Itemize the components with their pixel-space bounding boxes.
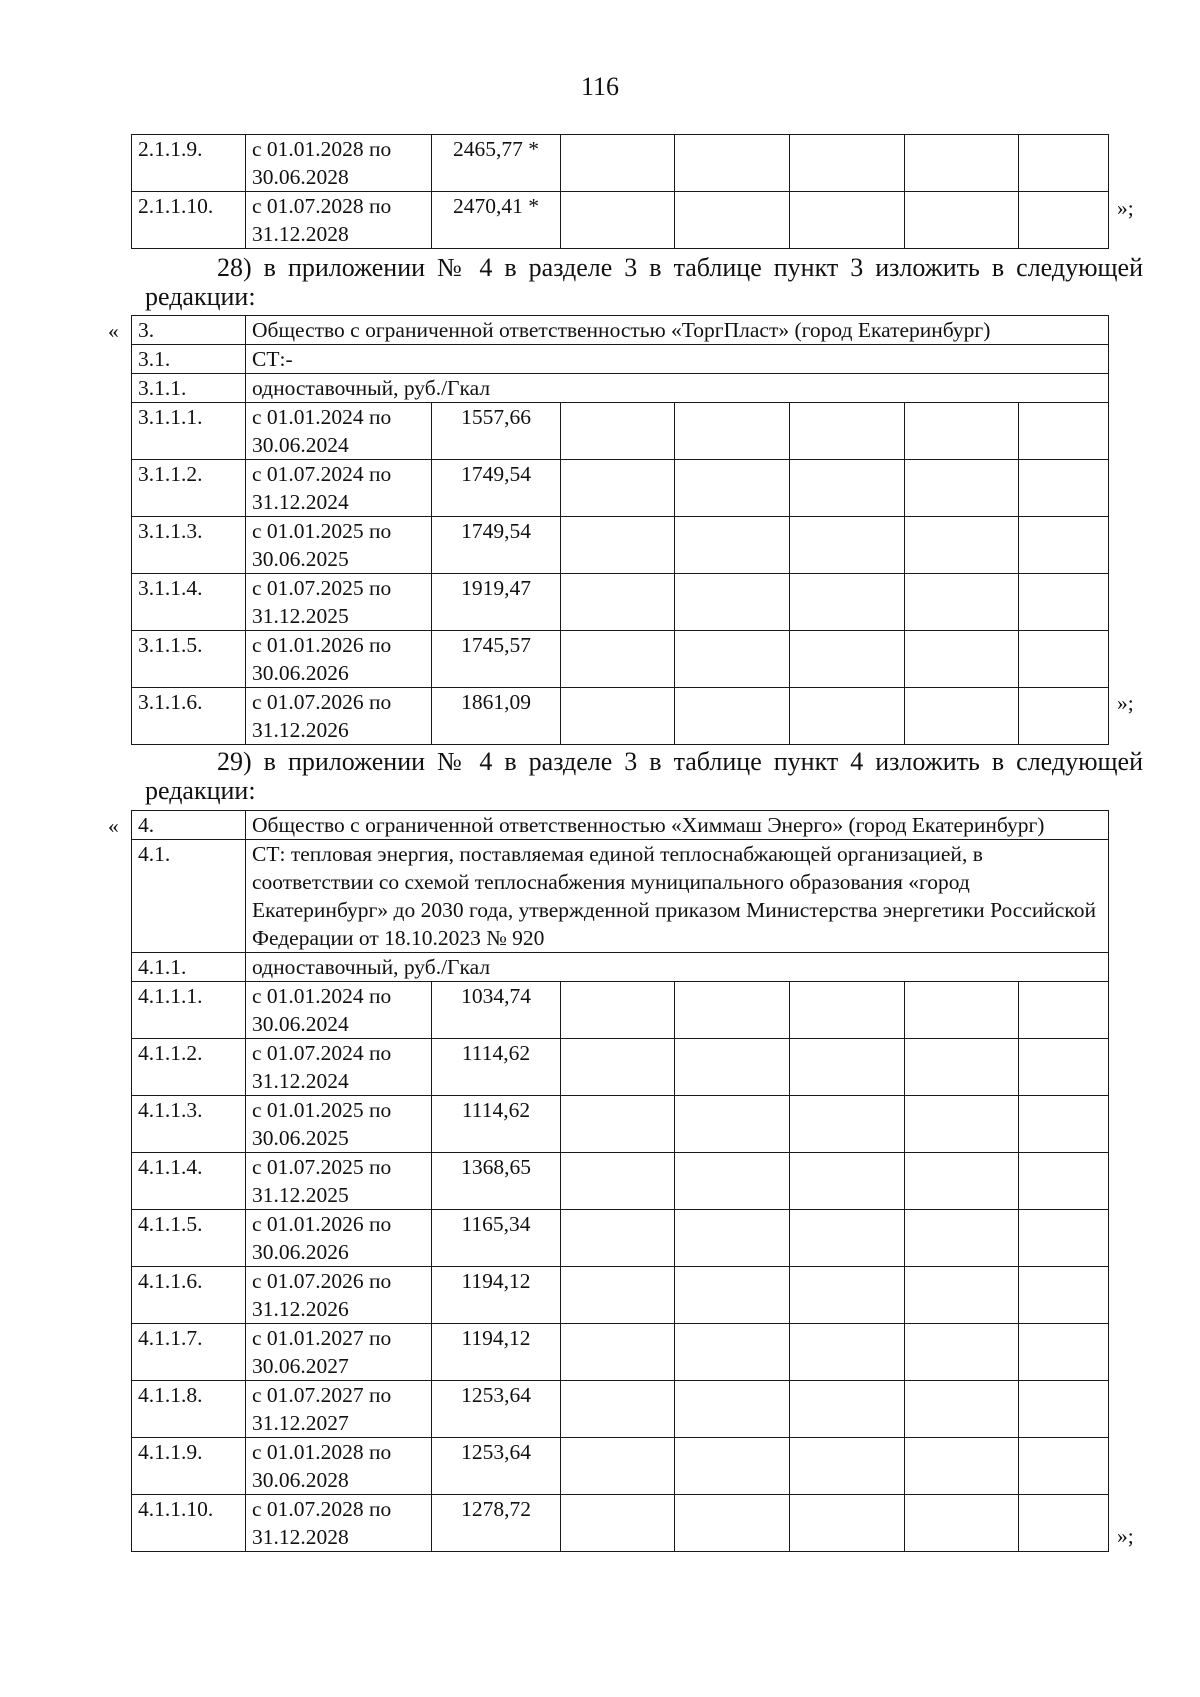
empty-cell: [905, 1210, 1019, 1267]
row-number: 2.1.1.10.: [132, 192, 246, 249]
empty-cell: [1019, 1210, 1109, 1267]
empty-cell: [905, 192, 1019, 249]
row-period: с 01.07.2024 по 31.12.2024: [246, 460, 432, 517]
row-value: 1165,34: [432, 1210, 561, 1267]
empty-cell: [561, 192, 675, 249]
empty-cell: [675, 1267, 790, 1324]
table-row: [132, 403, 1109, 460]
row-value: 1278,72: [432, 1495, 561, 1552]
empty-cell: [1019, 403, 1109, 460]
row-value: 1749,54: [432, 517, 561, 574]
table-row: [132, 1438, 1109, 1495]
paragraph-28-line1: 28) в приложении № 4 в разделе 3 в таблице пункт 3 изложить в следующей: [217, 253, 1143, 282]
empty-cell: [675, 1381, 790, 1438]
empty-cell: [675, 403, 790, 460]
row-period: с 01.01.2027 по 30.06.2027: [246, 1324, 432, 1381]
empty-cell: [905, 688, 1019, 745]
row-number: 3.1.1.3.: [132, 517, 246, 574]
tariff-type-row: [132, 953, 1109, 982]
st-number: 4.1.: [132, 840, 246, 953]
empty-cell: [675, 1495, 790, 1552]
row-value: 1034,74: [432, 982, 561, 1039]
row-period: с 01.07.2028 по 31.12.2028: [246, 192, 432, 249]
table-row: [132, 135, 1109, 192]
row-period: с 01.01.2028 по 30.06.2028: [246, 1438, 432, 1495]
empty-cell: [905, 1096, 1019, 1153]
row-number: 4.1.1.4.: [132, 1153, 246, 1210]
paragraph-29: [145, 747, 1143, 805]
row-period: с 01.01.2026 по 30.06.2026: [246, 631, 432, 688]
row-period: с 01.07.2026 по 31.12.2026: [246, 1267, 432, 1324]
row-value: 2470,41 *: [432, 192, 561, 249]
empty-cell: [1019, 982, 1109, 1039]
table-row: [132, 1210, 1109, 1267]
empty-cell: [561, 1039, 675, 1096]
row-value: 1194,12: [432, 1267, 561, 1324]
empty-cell: [675, 982, 790, 1039]
empty-cell: [905, 1324, 1019, 1381]
empty-cell: [561, 1381, 675, 1438]
empty-cell: [790, 1096, 905, 1153]
empty-cell: [561, 1267, 675, 1324]
empty-cell: [1019, 1324, 1109, 1381]
empty-cell: [561, 1096, 675, 1153]
empty-cell: [1019, 1495, 1109, 1552]
table-row: [132, 1324, 1109, 1381]
empty-cell: [675, 1153, 790, 1210]
row-number: 3.1.1.4.: [132, 574, 246, 631]
row-period: с 01.07.2028 по 31.12.2028: [246, 1495, 432, 1552]
empty-cell: [561, 1210, 675, 1267]
org-number: 3.: [132, 316, 246, 345]
empty-cell: [1019, 688, 1109, 745]
tariff-number: 3.1.1.: [132, 374, 246, 403]
empty-cell: [675, 1096, 790, 1153]
empty-cell: [561, 1438, 675, 1495]
empty-cell: [561, 1495, 675, 1552]
row-value: 1557,66: [432, 403, 561, 460]
empty-cell: [790, 1324, 905, 1381]
org-row: [132, 316, 1109, 345]
st-text: СТ:-: [246, 345, 1109, 374]
empty-cell: [790, 1210, 905, 1267]
tariff-table-himmash: [131, 810, 1109, 1552]
row-number: 3.1.1.6.: [132, 688, 246, 745]
empty-cell: [1019, 1153, 1109, 1210]
empty-cell: [790, 1267, 905, 1324]
empty-cell: [675, 1039, 790, 1096]
closing-quote-3: »;: [1117, 1524, 1134, 1548]
empty-cell: [675, 574, 790, 631]
empty-cell: [1019, 135, 1109, 192]
paragraph-28-line2: редакции:: [145, 282, 256, 311]
row-value: 1368,65: [432, 1153, 561, 1210]
org-name: Общество с ограниченной ответственностью «ТоргПласт» (город Екатеринбург): [246, 316, 1109, 345]
row-period: с 01.01.2025 по 30.06.2025: [246, 1096, 432, 1153]
row-period: с 01.07.2025 по 31.12.2025: [246, 1153, 432, 1210]
closing-quote-2: »;: [1117, 691, 1134, 715]
empty-cell: [675, 688, 790, 745]
row-period: с 01.01.2025 по 30.06.2025: [246, 517, 432, 574]
row-period: с 01.01.2028 по 30.06.2028: [246, 135, 432, 192]
table-row: [132, 1495, 1109, 1552]
empty-cell: [1019, 517, 1109, 574]
row-period: с 01.07.2024 по 31.12.2024: [246, 1039, 432, 1096]
empty-cell: [905, 1381, 1019, 1438]
empty-cell: [905, 517, 1019, 574]
page-number: 116: [580, 72, 620, 101]
paragraph-29-line1: 29) в приложении № 4 в разделе 3 в таблице пункт 4 изложить в следующей: [217, 747, 1143, 776]
paragraph-29-line2: редакции:: [145, 776, 256, 805]
table-row: [132, 982, 1109, 1039]
empty-cell: [790, 192, 905, 249]
empty-cell: [790, 574, 905, 631]
org-number: 4.: [132, 811, 246, 840]
empty-cell: [905, 1039, 1019, 1096]
row-period: с 01.01.2024 по 30.06.2024: [246, 982, 432, 1039]
table-row: [132, 574, 1109, 631]
empty-cell: [561, 1153, 675, 1210]
empty-cell: [675, 1210, 790, 1267]
empty-cell: [561, 403, 675, 460]
empty-cell: [905, 403, 1019, 460]
empty-cell: [675, 135, 790, 192]
empty-cell: [675, 1438, 790, 1495]
st-row: [132, 345, 1109, 374]
row-value: 1114,62: [432, 1096, 561, 1153]
empty-cell: [561, 688, 675, 745]
empty-cell: [905, 1495, 1019, 1552]
row-value: 1749,54: [432, 460, 561, 517]
row-number: 4.1.1.9.: [132, 1438, 246, 1495]
table-row: [132, 1039, 1109, 1096]
empty-cell: [790, 517, 905, 574]
row-value: 1194,12: [432, 1324, 561, 1381]
empty-cell: [561, 460, 675, 517]
table-row: [132, 688, 1109, 745]
table-row: [132, 1267, 1109, 1324]
empty-cell: [675, 631, 790, 688]
empty-cell: [675, 192, 790, 249]
opening-quote-3: «: [108, 814, 119, 838]
row-number: 4.1.1.5.: [132, 1210, 246, 1267]
row-number: 4.1.1.1.: [132, 982, 246, 1039]
empty-cell: [1019, 1096, 1109, 1153]
empty-cell: [561, 517, 675, 574]
empty-cell: [905, 1267, 1019, 1324]
empty-cell: [790, 460, 905, 517]
row-period: с 01.01.2026 по 30.06.2026: [246, 1210, 432, 1267]
row-number: 4.1.1.3.: [132, 1096, 246, 1153]
table-row: [132, 1153, 1109, 1210]
table-row: [132, 517, 1109, 574]
empty-cell: [561, 982, 675, 1039]
row-number: 4.1.1.6.: [132, 1267, 246, 1324]
row-period: с 01.01.2024 по 30.06.2024: [246, 403, 432, 460]
empty-cell: [790, 688, 905, 745]
empty-cell: [675, 517, 790, 574]
row-number: 3.1.1.2.: [132, 460, 246, 517]
table-row: [132, 192, 1109, 249]
st-row: [132, 840, 1109, 953]
empty-cell: [790, 1495, 905, 1552]
tariff-type-row: [132, 374, 1109, 403]
row-number: 4.1.1.7.: [132, 1324, 246, 1381]
closing-quote-1: »;: [1117, 196, 1134, 220]
empty-cell: [561, 135, 675, 192]
opening-quote-2: «: [108, 319, 119, 343]
empty-cell: [1019, 460, 1109, 517]
row-value: 1253,64: [432, 1438, 561, 1495]
tariff-type: одноставочный, руб./Гкал: [246, 953, 1109, 982]
org-row: [132, 811, 1109, 840]
row-number: 4.1.1.2.: [132, 1039, 246, 1096]
empty-cell: [1019, 631, 1109, 688]
table-row: [132, 1381, 1109, 1438]
paragraph-28: [145, 253, 1143, 311]
st-number: 3.1.: [132, 345, 246, 374]
row-period: с 01.07.2025 по 31.12.2025: [246, 574, 432, 631]
row-value: 1861,09: [432, 688, 561, 745]
empty-cell: [905, 460, 1019, 517]
empty-cell: [790, 1438, 905, 1495]
empty-cell: [790, 1039, 905, 1096]
st-text: СТ: тепловая энергия, поставляемая единой теплоснабжающей организацией, в соответствии со схемой теплоснабжения муниципального образования «город Екатеринбург» до 2030 года, утвержденной приказом Министерства энергетики Российской Федерации от 18.10.2023 № 920: [246, 840, 1109, 953]
row-number: 4.1.1.10.: [132, 1495, 246, 1552]
table-row: [132, 1096, 1109, 1153]
empty-cell: [1019, 574, 1109, 631]
row-value: 2465,77 *: [432, 135, 561, 192]
empty-cell: [675, 1324, 790, 1381]
empty-cell: [790, 403, 905, 460]
empty-cell: [905, 135, 1019, 192]
empty-cell: [790, 631, 905, 688]
tariff-type: одноставочный, руб./Гкал: [246, 374, 1109, 403]
tariff-number: 4.1.1.: [132, 953, 246, 982]
empty-cell: [1019, 1381, 1109, 1438]
row-number: 4.1.1.8.: [132, 1381, 246, 1438]
empty-cell: [790, 1381, 905, 1438]
empty-cell: [790, 1153, 905, 1210]
empty-cell: [905, 631, 1019, 688]
empty-cell: [1019, 1438, 1109, 1495]
row-period: с 01.07.2027 по 31.12.2027: [246, 1381, 432, 1438]
row-value: 1253,64: [432, 1381, 561, 1438]
empty-cell: [905, 1153, 1019, 1210]
org-name: Общество с ограниченной ответственностью «Химмаш Энерго» (город Екатеринбург): [246, 811, 1109, 840]
empty-cell: [905, 1438, 1019, 1495]
row-value: 1745,57: [432, 631, 561, 688]
tariff-table-continuation: [131, 134, 1109, 249]
row-period: с 01.07.2026 по 31.12.2026: [246, 688, 432, 745]
empty-cell: [1019, 1039, 1109, 1096]
empty-cell: [1019, 1267, 1109, 1324]
row-number: 3.1.1.1.: [132, 403, 246, 460]
empty-cell: [561, 631, 675, 688]
empty-cell: [905, 982, 1019, 1039]
empty-cell: [561, 1324, 675, 1381]
row-number: 3.1.1.5.: [132, 631, 246, 688]
row-value: 1919,47: [432, 574, 561, 631]
table-row: [132, 460, 1109, 517]
row-number: 2.1.1.9.: [132, 135, 246, 192]
table-row: [132, 631, 1109, 688]
empty-cell: [561, 574, 675, 631]
empty-cell: [790, 135, 905, 192]
empty-cell: [790, 982, 905, 1039]
empty-cell: [675, 460, 790, 517]
tariff-table-torgplast: [131, 315, 1109, 745]
empty-cell: [905, 574, 1019, 631]
row-value: 1114,62: [432, 1039, 561, 1096]
empty-cell: [1019, 192, 1109, 249]
